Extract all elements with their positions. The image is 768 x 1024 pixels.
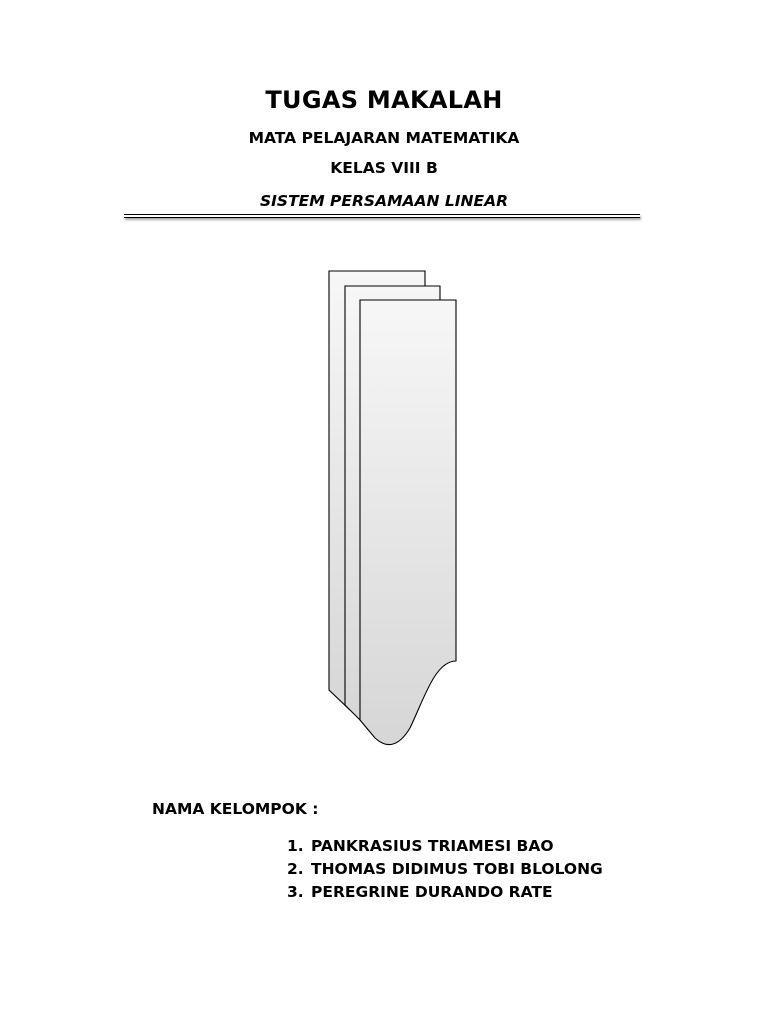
member-name: PANKRASIUS TRIAMESI BAO <box>311 837 554 855</box>
member-number: 3. <box>287 883 304 901</box>
class-line: KELAS VIII B <box>330 159 438 177</box>
list-item <box>287 835 603 858</box>
member-list <box>287 835 603 904</box>
member-name: PEREGRINE DURANDO RATE <box>311 883 553 901</box>
member-number: 2. <box>287 860 304 878</box>
group-label: NAMA KELOMPOK : <box>152 800 319 818</box>
topic-line: SISTEM PERSAMAAN LINEAR <box>259 192 509 210</box>
subject-line: MATA PELAJARAN MATEMATIKA <box>248 129 520 147</box>
list-item <box>287 858 603 881</box>
member-number: 1. <box>287 837 304 855</box>
member-name: THOMAS DIDIMUS TOBI BLOLONG <box>311 860 603 878</box>
front-page-shape <box>360 300 456 745</box>
list-item <box>287 881 603 904</box>
document-title: TUGAS MAKALAH <box>265 86 503 114</box>
